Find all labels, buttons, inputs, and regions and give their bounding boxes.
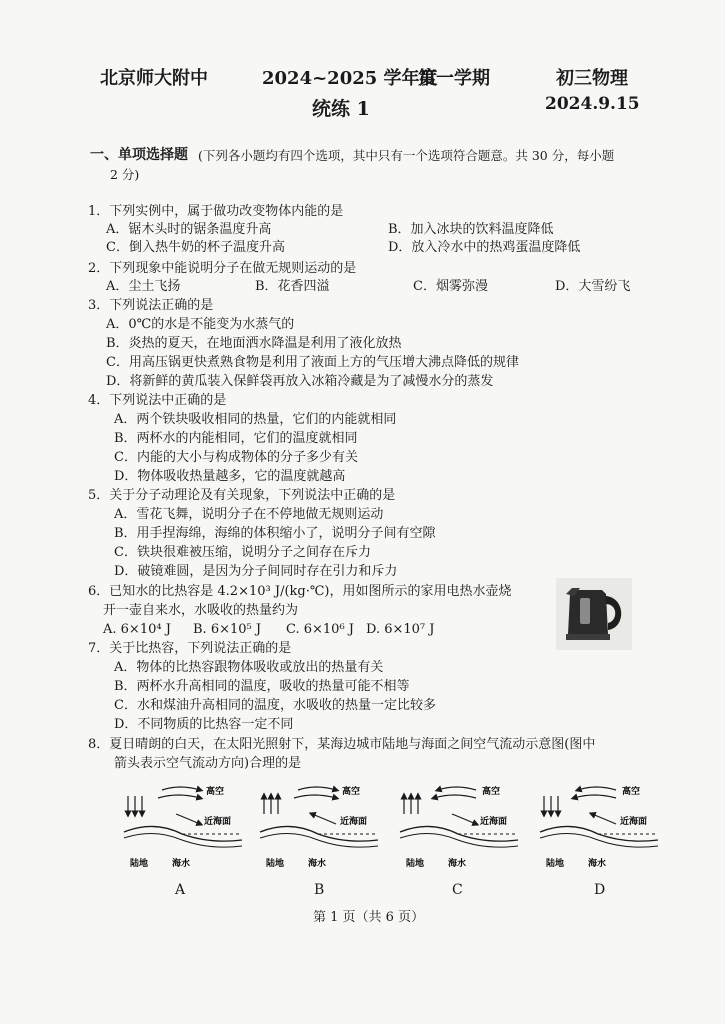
q1-option-c: C．倒入热牛奶的杯子温度升高: [106, 240, 285, 255]
question-8-stem: 8．夏日晴朗的白天，在太阳光照射下，某海边城市陆地与海面之间空气流动示意图(图中: [88, 737, 596, 752]
q7-option-a: A．物体的比热容跟物体吸收或放出的热量有关: [114, 660, 384, 675]
section-instructions-cont: 2 分): [110, 167, 140, 182]
question-7-stem: 7．关于比热容，下列说法正确的是: [88, 641, 292, 656]
q7-option-b: B．两杯水升高相同的温度，吸收的热量可能不相等: [114, 679, 410, 694]
diagram-c-label-land: 陆地: [406, 859, 425, 869]
school-year: 2024~2025 学年度: [262, 68, 438, 89]
diagram-d-label-high: 高空: [622, 787, 641, 797]
diagram-b-label-near: 近海面: [340, 817, 368, 827]
diagram-a-label-near: 近海面: [204, 817, 232, 827]
q7-option-c: C．水和煤油升高相同的温度，水吸收的热量一定比较多: [114, 698, 436, 713]
diagram-c-label-sea: 海水: [448, 859, 467, 869]
question-6-stem: 6．已知水的比热容是 4.2×10³ J/(kg·℃)，用如图所示的家用电热水壶烧: [88, 584, 512, 599]
q1-option-d: D．放入冷水中的热鸡蛋温度降低: [388, 240, 581, 255]
diagram-b-label-land: 陆地: [266, 859, 285, 869]
diagram-a-label-sea: 海水: [172, 859, 191, 869]
diagram-a: [120, 780, 248, 872]
q1-option-b: B．加入冰块的饮料温度降低: [388, 222, 554, 237]
section-instructions: (下列各小题均有四个选项，其中只有一个选项符合题意。共 30 分，每小题: [198, 148, 615, 163]
diagram-b-label-sea: 海水: [308, 859, 327, 869]
subject: 初三物理: [556, 68, 628, 89]
diagram-d-label-near: 近海面: [620, 817, 648, 827]
q3-option-a: A．0℃的水是不能变为水蒸气的: [106, 317, 295, 332]
question-3-stem: 3．下列说法正确的是: [88, 298, 214, 313]
school-name: 北京师大附中: [100, 68, 208, 89]
vertical-arrows-down: [544, 796, 558, 814]
diagram-c: [396, 780, 524, 872]
q2-option-d: D．大雪纷飞: [555, 279, 631, 294]
term: 第一学期: [418, 68, 490, 89]
question-1-stem: 1．下列实例中，属于做功改变物体内能的是: [88, 204, 344, 219]
q7-option-d: D．不同物质的比热容一定不同: [114, 717, 294, 732]
q2-option-a: A．尘土飞扬: [106, 279, 181, 294]
q4-option-d: D．物体吸收热量越多，它的温度就越高: [114, 469, 346, 484]
q5-option-d: D．破镜难圆，是因为分子间同时存在引力和斥力: [114, 564, 398, 579]
diagram-a-label-high: 高空: [206, 787, 225, 797]
question-4-stem: 4．下列说法中正确的是: [88, 393, 227, 408]
section-title: 一、单项选择题: [90, 147, 188, 163]
q4-option-c: C．内能的大小与构成物体的分子多少有关: [114, 450, 358, 465]
diagram-option-b: B: [314, 882, 325, 898]
q6-option-c: C. 6×10⁶ J: [286, 622, 355, 637]
diagram-d-label-sea: 海水: [588, 859, 607, 869]
q2-option-c: C．烟雾弥漫: [413, 279, 488, 294]
question-8-stem-cont: 箭头表示空气流动方向)合理的是: [114, 756, 302, 771]
vertical-arrows-down: [128, 796, 142, 814]
diagram-c-label-high: 高空: [482, 787, 501, 797]
question-6-stem-cont: 开一壶自来水，水吸收的热量约为: [103, 603, 299, 618]
q5-option-a: A．雪花飞舞，说明分子在不停地做无规则运动: [114, 507, 384, 522]
q4-option-a: A．两个铁块吸收相同的热量，它们的内能就相同: [114, 412, 397, 427]
vertical-arrows-up: [404, 796, 418, 814]
diagram-d-label-land: 陆地: [546, 859, 565, 869]
q3-option-c: C．用高压锅更快煮熟食物是利用了液面上方的气压增大沸点降低的规律: [106, 355, 519, 370]
exam-title: 统练 1: [312, 98, 370, 120]
q3-option-b: B．炎热的夏天，在地面洒水降温是利用了液化放热: [106, 336, 402, 351]
q6-option-d: D. 6×10⁷ J: [366, 622, 435, 637]
q3-option-d: D．将新鲜的黄瓜装入保鲜袋再放入冰箱冷藏是为了减慢水分的蒸发: [106, 374, 494, 389]
diagram-option-d: D: [594, 882, 606, 898]
page-footer: 第 1 页（共 6 页）: [313, 910, 425, 925]
diagram-c-label-near: 近海面: [480, 817, 508, 827]
exam-date: 2024.9.15: [545, 94, 640, 114]
q6-option-b: B. 6×10⁵ J: [193, 622, 262, 637]
question-5-stem: 5．关于分子动理论及有关现象，下列说法中正确的是: [88, 488, 396, 503]
q5-option-b: B．用手捏海绵，海绵的体积缩小了，说明分子间有空隙: [114, 526, 436, 541]
diagram-option-a: A: [175, 882, 186, 898]
q5-option-c: C．铁块很难被压缩，说明分子之间存在斥力: [114, 545, 371, 560]
question-2-stem: 2．下列现象中能说明分子在做无规则运动的是: [88, 261, 357, 276]
q2-option-b: B．花香四溢: [255, 279, 330, 294]
q6-option-a: A. 6×10⁴ J: [103, 622, 171, 637]
q1-option-a: A．锯木头时的锯条温度升高: [106, 222, 272, 237]
q4-option-b: B．两杯水的内能相同，它们的温度就相同: [114, 431, 358, 446]
vertical-arrows-up: [264, 796, 278, 814]
diagram-b: [256, 780, 384, 872]
diagram-option-c: C: [452, 882, 463, 898]
diagram-b-label-high: 高空: [342, 787, 361, 797]
diagram-a-label-land: 陆地: [130, 859, 149, 869]
electric-kettle-image: [556, 578, 632, 650]
diagram-d: [536, 780, 664, 872]
